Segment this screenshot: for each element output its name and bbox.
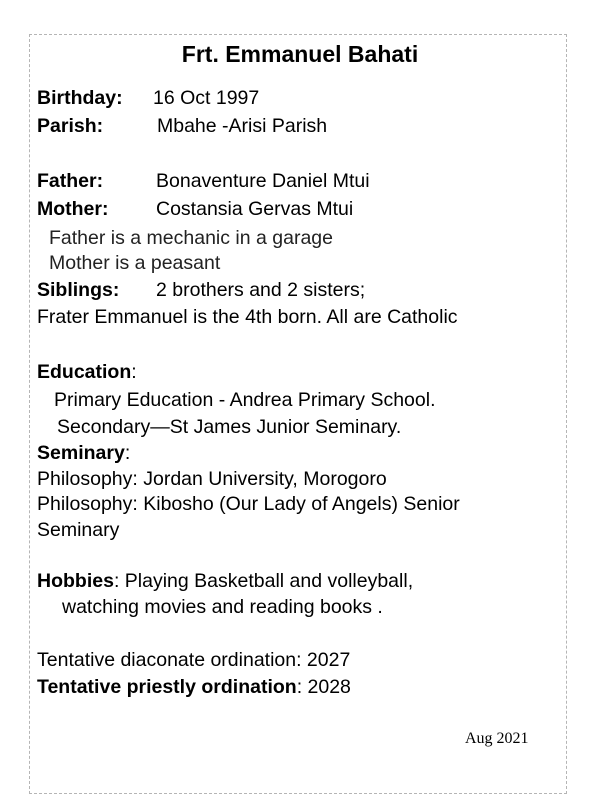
footer-date: Aug 2021 [465, 730, 529, 747]
father-label: Father: [37, 170, 104, 192]
father-row [37, 169, 370, 193]
diaconate-ordination: Tentative diaconate ordination: 2027 [37, 649, 351, 671]
education-secondary: Secondary—St James Junior Seminary. [57, 416, 402, 438]
siblings-value: 2 brothers and 2 sisters; [156, 279, 366, 301]
siblings-note: Frater Emmanuel is the 4th born. All are Catholic [37, 306, 458, 328]
father-occupation: Father is a mechanic in a garage [49, 227, 333, 249]
seminary-line-3: Seminary [37, 519, 120, 541]
parish-label: Parish: [37, 115, 104, 137]
seminary-line-2: Philosophy: Kibosho (Our Lady of Angels) Senior [37, 493, 460, 515]
seminary-colon: : [124, 442, 131, 464]
parish-value: Mbahe -Arisi Parish [157, 115, 328, 137]
education-primary: Primary Education - Andrea Primary School. [54, 389, 436, 411]
siblings-label: Siblings: [37, 279, 120, 301]
hobbies-label: Hobbies [37, 570, 114, 592]
father-value: Bonaventure Daniel Mtui [156, 170, 370, 192]
mother-row [37, 197, 354, 221]
parish-row [37, 114, 328, 138]
seminary-heading [37, 441, 130, 465]
mother-occupation: Mother is a peasant [49, 252, 221, 274]
birthday-label: Birthday: [37, 87, 123, 109]
hobbies-row [37, 569, 413, 593]
mother-value: Costansia Gervas Mtui [156, 198, 354, 220]
priestly-label: Tentative priestly ordination [37, 676, 297, 698]
birthday-row [37, 86, 260, 110]
priestly-value: : 2028 [296, 676, 351, 698]
hobbies-text: : Playing Basketball and volleyball, [113, 570, 414, 592]
page-title: Frt. Emmanuel Bahati [181, 41, 419, 67]
seminary-label: Seminary [37, 442, 125, 464]
priestly-ordination-row [37, 675, 351, 699]
education-heading [37, 360, 137, 384]
education-colon: : [131, 361, 137, 383]
siblings-row [37, 278, 366, 302]
birthday-value: 16 Oct 1997 [153, 87, 260, 109]
education-label: Education [37, 361, 132, 383]
hobbies-continuation: watching movies and reading books . [62, 596, 383, 618]
seminary-line-1: Philosophy: Jordan University, Morogoro [37, 468, 387, 490]
mother-label: Mother: [37, 198, 109, 220]
